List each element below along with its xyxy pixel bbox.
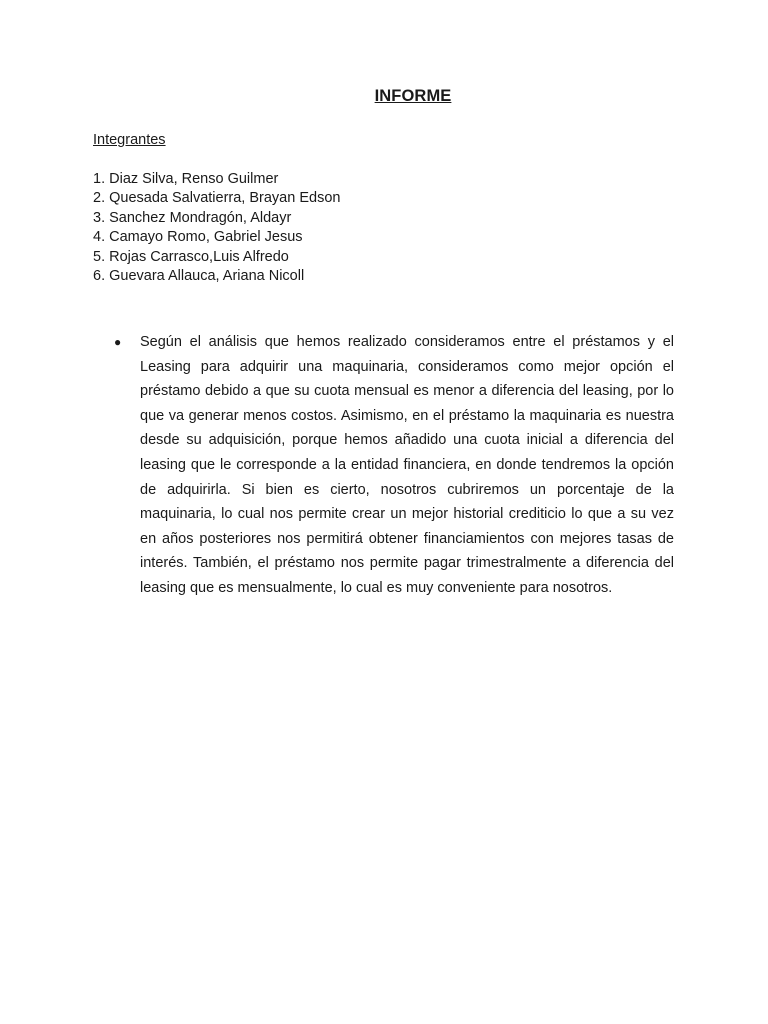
member-item: 5. Rojas Carrasco,Luis Alfredo: [93, 248, 289, 265]
member-item: 6. Guevara Allauca, Ariana Nicoll: [93, 268, 305, 285]
member-item: 4. Camayo Romo, Gabriel Jesus: [93, 229, 303, 246]
members-heading: Integrantes: [93, 132, 166, 148]
member-item: 1. Diaz Silva, Renso Guilmer: [93, 171, 279, 187]
document-title: INFORME: [374, 87, 452, 105]
member-item: 2. Quesada Salvatierra, Brayan Edson: [93, 190, 341, 207]
conclusion-paragraph: Según el análisis que hemos realizado consideramos entre el préstamos y el Leasing para adquirir una maquinaria, consideramos como mejor opción el préstamo debido a que su cuota mensual es menor a diferencia del leasing, por lo que va generar menos costos. Asimismo, en el préstamo la maquinaria es nuestra desde su adquisición, porque hemos añadido una cuota inicial a diferencia del leasing que le corresponde a la entidad financiera, en donde tendremos la opción de adquirirla. Si bien es cierto, nosotros cubriremos un porcentaje de la maquinaria, lo cual nos permite crear un mejor historial crediticio lo que a su vez en años posteriores nos permitirá obtener financiamientos con mejores tasas de interés. También, el préstamo nos permite pagar trimestralmente a diferencia del leasing que es mensualmente, lo cual es muy conveniente para nosotros.: [140, 334, 674, 596]
members-list: [93, 170, 340, 286]
bullet-icon: ●: [114, 335, 122, 349]
member-item: 3. Sanchez Mondragón, Aldayr: [93, 209, 292, 226]
